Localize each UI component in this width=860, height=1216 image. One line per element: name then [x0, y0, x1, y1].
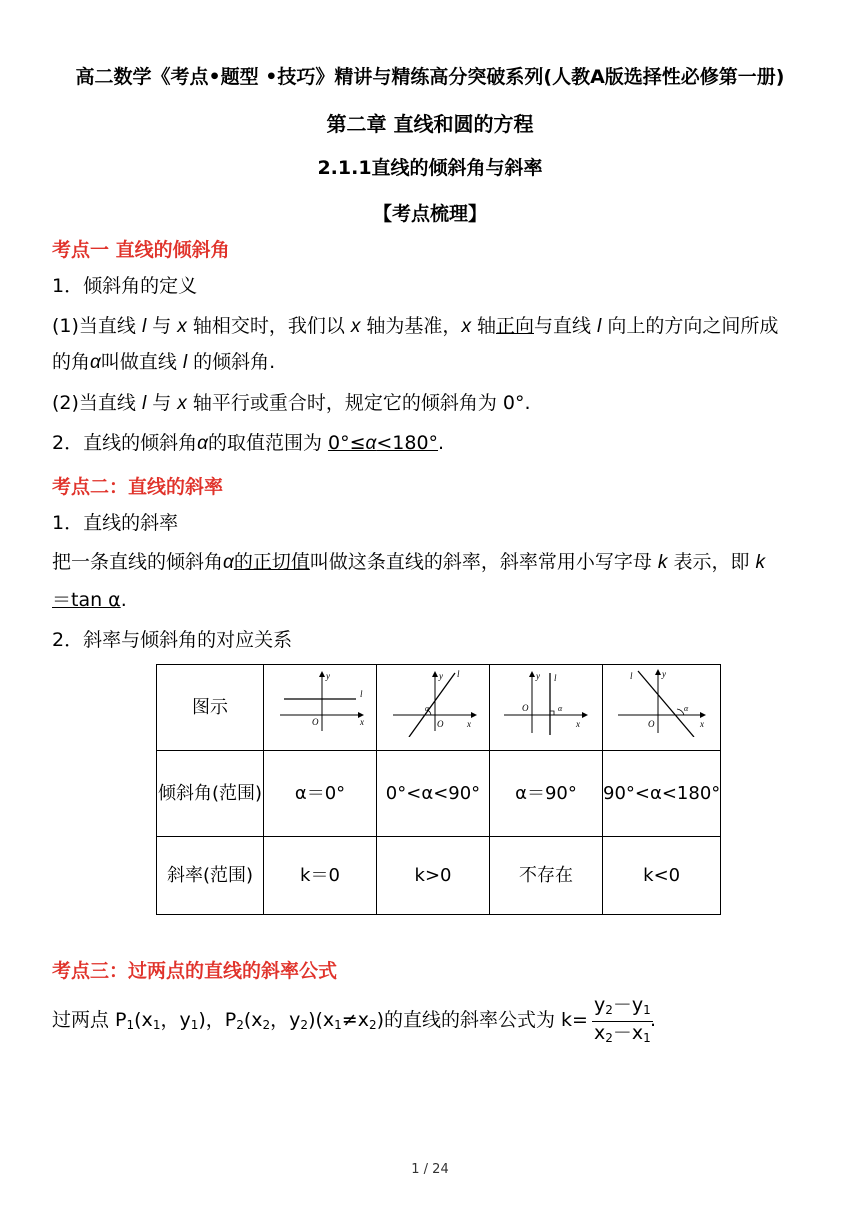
table-row: [157, 837, 721, 915]
diagram-cell-vertical: [490, 665, 603, 751]
diagram-cell-positive: [377, 665, 490, 751]
table-row: [157, 751, 721, 837]
svg-text:y: y: [326, 670, 330, 681]
svg-text:l: l: [360, 688, 363, 699]
slope-angle-table: [156, 664, 721, 915]
point1-item1-para2: (2)当直线 l 与 x 轴平行或重合时，规定它的倾斜角为 0°.: [52, 392, 531, 414]
svg-text:O: O: [522, 702, 529, 713]
summary-title: 【考点梳理】: [372, 203, 487, 225]
svg-text:l: l: [554, 672, 557, 683]
svg-text:x: x: [467, 718, 471, 729]
series-title: 高二数学《考点•题型 •技巧》精讲与精练高分突破系列(人教A版选择性必修第一册): [75, 66, 785, 88]
svg-text:x: x: [699, 718, 704, 729]
svg-text:O: O: [647, 718, 655, 729]
slope-cell: 不存在: [490, 837, 603, 915]
svg-text:α: α: [425, 703, 430, 713]
diagram-cell-negative: [603, 665, 721, 751]
point2-item2-title: 2．斜率与倾斜角的对应关系: [52, 629, 293, 651]
svg-text:O: O: [312, 716, 319, 727]
point2-item1-text-line2: ＝tan α.: [52, 589, 127, 611]
page-number: 1 / 24: [411, 1162, 449, 1177]
angle-cell: 90°<α<180°: [603, 751, 721, 837]
diagram-cell-horizontal: [264, 665, 377, 751]
angle-cell: α＝0°: [264, 751, 377, 837]
svg-text:α: α: [683, 703, 688, 713]
point2-item1-title: 1．直线的斜率: [52, 512, 179, 534]
fraction-numerator: $y_2-y_1$: [592, 994, 653, 1022]
diagram-negative-slope: [612, 667, 712, 737]
point1-item1-para1-line2: 的角α叫做直线 l 的倾斜角.: [52, 351, 276, 373]
point2-item1-text: 把一条直线的倾斜角α的正切值叫做这条直线的斜率，斜率常用小写字母 k 表示，即 k: [52, 551, 766, 573]
section-title: 2.1.1直线的倾斜角与斜率: [317, 157, 543, 179]
svg-text:l: l: [457, 668, 460, 679]
row-label-angle: 倾斜角(范围): [157, 751, 264, 837]
slope-formula: 过两点 $P_1(x_1$，$y_1$)，$P_2(x_2$，$y_2)(x_1\ne x_2)$的直线的斜率公式为 k=: [52, 1009, 588, 1032]
point1-item2: 2．直线的倾斜角α的取值范围为 0°≤α<180°.: [52, 432, 445, 454]
slope-cell: k<0: [603, 837, 721, 915]
angle-cell: α＝90°: [490, 751, 603, 837]
svg-text:y: y: [439, 670, 443, 681]
point1-item1-title: 1．倾斜角的定义: [52, 275, 198, 297]
point1-heading: 考点一 直线的倾斜角: [52, 239, 230, 261]
table-row: [157, 665, 721, 751]
svg-text:x: x: [576, 718, 580, 729]
svg-text:α: α: [558, 703, 563, 713]
point3-heading: 考点三：过两点的直线的斜率公式: [52, 960, 338, 982]
angle-cell: 0°<α<90°: [377, 751, 490, 837]
diagram-positive-slope: [383, 667, 483, 737]
row-label-diagram: 图示: [157, 665, 264, 751]
point1-item1-para1: (1)当直线 l 与 x 轴相交时，我们以 x 轴为基准，x 轴正向与直线 l 向上的方向之间所成: [52, 315, 779, 337]
point2-heading: 考点二：直线的斜率: [52, 476, 224, 498]
svg-text:x: x: [360, 716, 364, 727]
svg-text:y: y: [661, 668, 666, 679]
slope-cell: k>0: [377, 837, 490, 915]
svg-text:l: l: [629, 670, 633, 681]
svg-text:O: O: [437, 718, 444, 729]
formula-period: .: [650, 1009, 657, 1031]
slope-cell: k＝0: [264, 837, 377, 915]
diagram-horizontal-line: [270, 667, 370, 737]
diagram-vertical-line: [496, 667, 596, 737]
row-label-slope: 斜率(范围): [157, 837, 264, 915]
svg-text:y: y: [536, 670, 540, 681]
chapter-title: 第二章 直线和圆的方程: [326, 112, 534, 136]
fraction-denominator: $x_2-x_1$: [594, 1022, 651, 1045]
slope-fraction: [592, 994, 653, 1049]
